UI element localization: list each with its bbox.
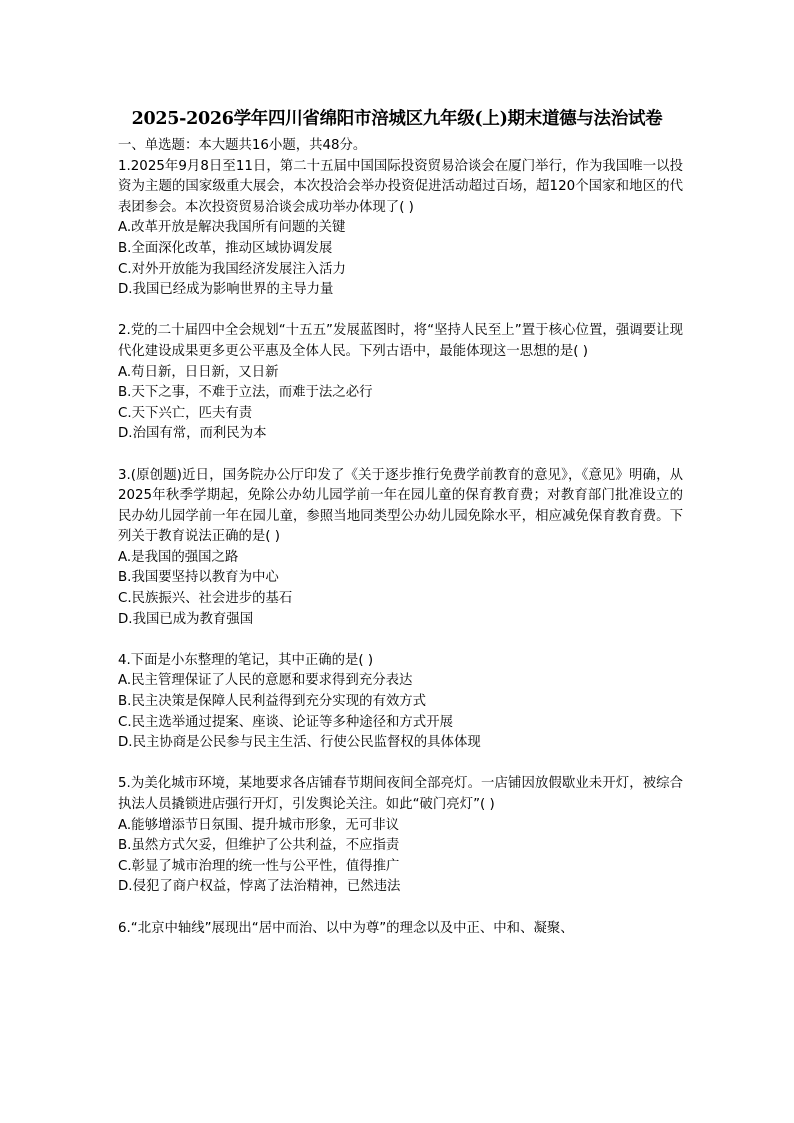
option-d: D.侵犯了商户权益，悖离了法治精神，已然违法	[118, 879, 401, 895]
section-heading: 一、单选题：本大题共16小题，共48分。	[118, 138, 367, 153]
option-a: A.民主管理保证了人民的意愿和要求得到充分表达	[118, 673, 413, 689]
option-d: D.我国已成为教育强国	[118, 611, 254, 627]
question-stem: 2.党的二十届四中全会规划“十五五”发展蓝图时，将“坚持人民至上”置于核心位置，强调要让现代化建设成果更多更公平惠及全体人民。下列古语中，最能体现这一思想的是( )	[118, 323, 683, 359]
question-stem: 3.(原创题)近日，国务院办公厅印发了《关于逐步推行免费学前教育的意见》，《意见》明确，从2025年秋季学期起，免除公办幼儿园学前一年在园儿童的保育教育费；对教育部门批准设立的民办幼儿园学前一年在园儿童，参照当地同类型公办幼儿园免除水平，相应减免保育教育费。下列关于教育说法正确的是( )	[118, 467, 683, 545]
option-a: A.苟日新，日日新，又日新	[118, 364, 279, 380]
exam-content	[118, 136, 683, 960]
option-b: B.我国要坚持以教育为中心	[118, 570, 279, 586]
option-c: C.民族振兴、社会进步的基石	[118, 591, 293, 607]
option-a: A.是我国的强国之路	[118, 549, 239, 565]
option-d: D.民主协商是公民参与民主生活、行使公民监督权的具体体现	[118, 735, 481, 751]
option-b: B.天下之事，不难于立法，而难于法之必行	[118, 385, 373, 401]
option-a: A.能够增添节日氛围、提升城市形象，无可非议	[118, 817, 399, 833]
question-stem: 4.下面是小东整理的笔记，其中正确的是( )	[118, 652, 374, 668]
question-6	[118, 919, 683, 940]
question-2	[118, 321, 683, 445]
option-b: B.民主决策是保障人民利益得到充分实现的有效方式	[118, 694, 427, 710]
option-b: B.虽然方式欠妥，但维护了公共利益，不应指责	[118, 838, 400, 854]
option-a: A.改革开放是解决我国所有问题的关键	[118, 220, 346, 236]
exam-title: 2025-2026学年四川省绵阳市涪城区九年级(上)期末道德与法治试卷	[131, 109, 663, 129]
question-stem: 1.2025年9月8日至11日，第二十五届中国国际投资贸易洽谈会在厦门举行，作为我国唯一以投资为主题的国家级重大展会，本次投洽会举办投资促进活动超过百场，超120个国家和地区的代表团参会。本次投资贸易洽谈会成功举办体现了( )	[118, 158, 683, 215]
question-3	[118, 466, 683, 631]
option-b: B.全面深化改革，推动区域协调发展	[118, 240, 333, 256]
option-c: C.天下兴亡，匹夫有责	[118, 405, 253, 421]
option-c: C.民主选举通过提案、座谈、论证等多种途径和方式开展	[118, 714, 453, 730]
question-stem: 6.“北京中轴线”展现出“居中而治、以中为尊”的理念以及中正、中和、凝聚、	[118, 920, 574, 936]
question-1	[118, 157, 683, 301]
option-d: D.治国有常，而利民为本	[118, 426, 267, 442]
option-c: C.彰显了城市治理的统一性与公平性，值得推广	[118, 858, 400, 874]
option-d: D.我国已经成为影响世界的主导力量	[118, 282, 334, 298]
question-stem: 5.为美化城市环境，某地要求各店铺春节期间夜间全部亮灯。一店铺因放假歇业未开灯，被综合执法人员撬锁进店强行开灯，引发舆论关注。如此“破门亮灯”( )	[118, 776, 683, 812]
option-c: C.对外开放能为我国经济发展注入活力	[118, 261, 346, 277]
question-5	[118, 774, 683, 898]
question-4	[118, 651, 683, 754]
